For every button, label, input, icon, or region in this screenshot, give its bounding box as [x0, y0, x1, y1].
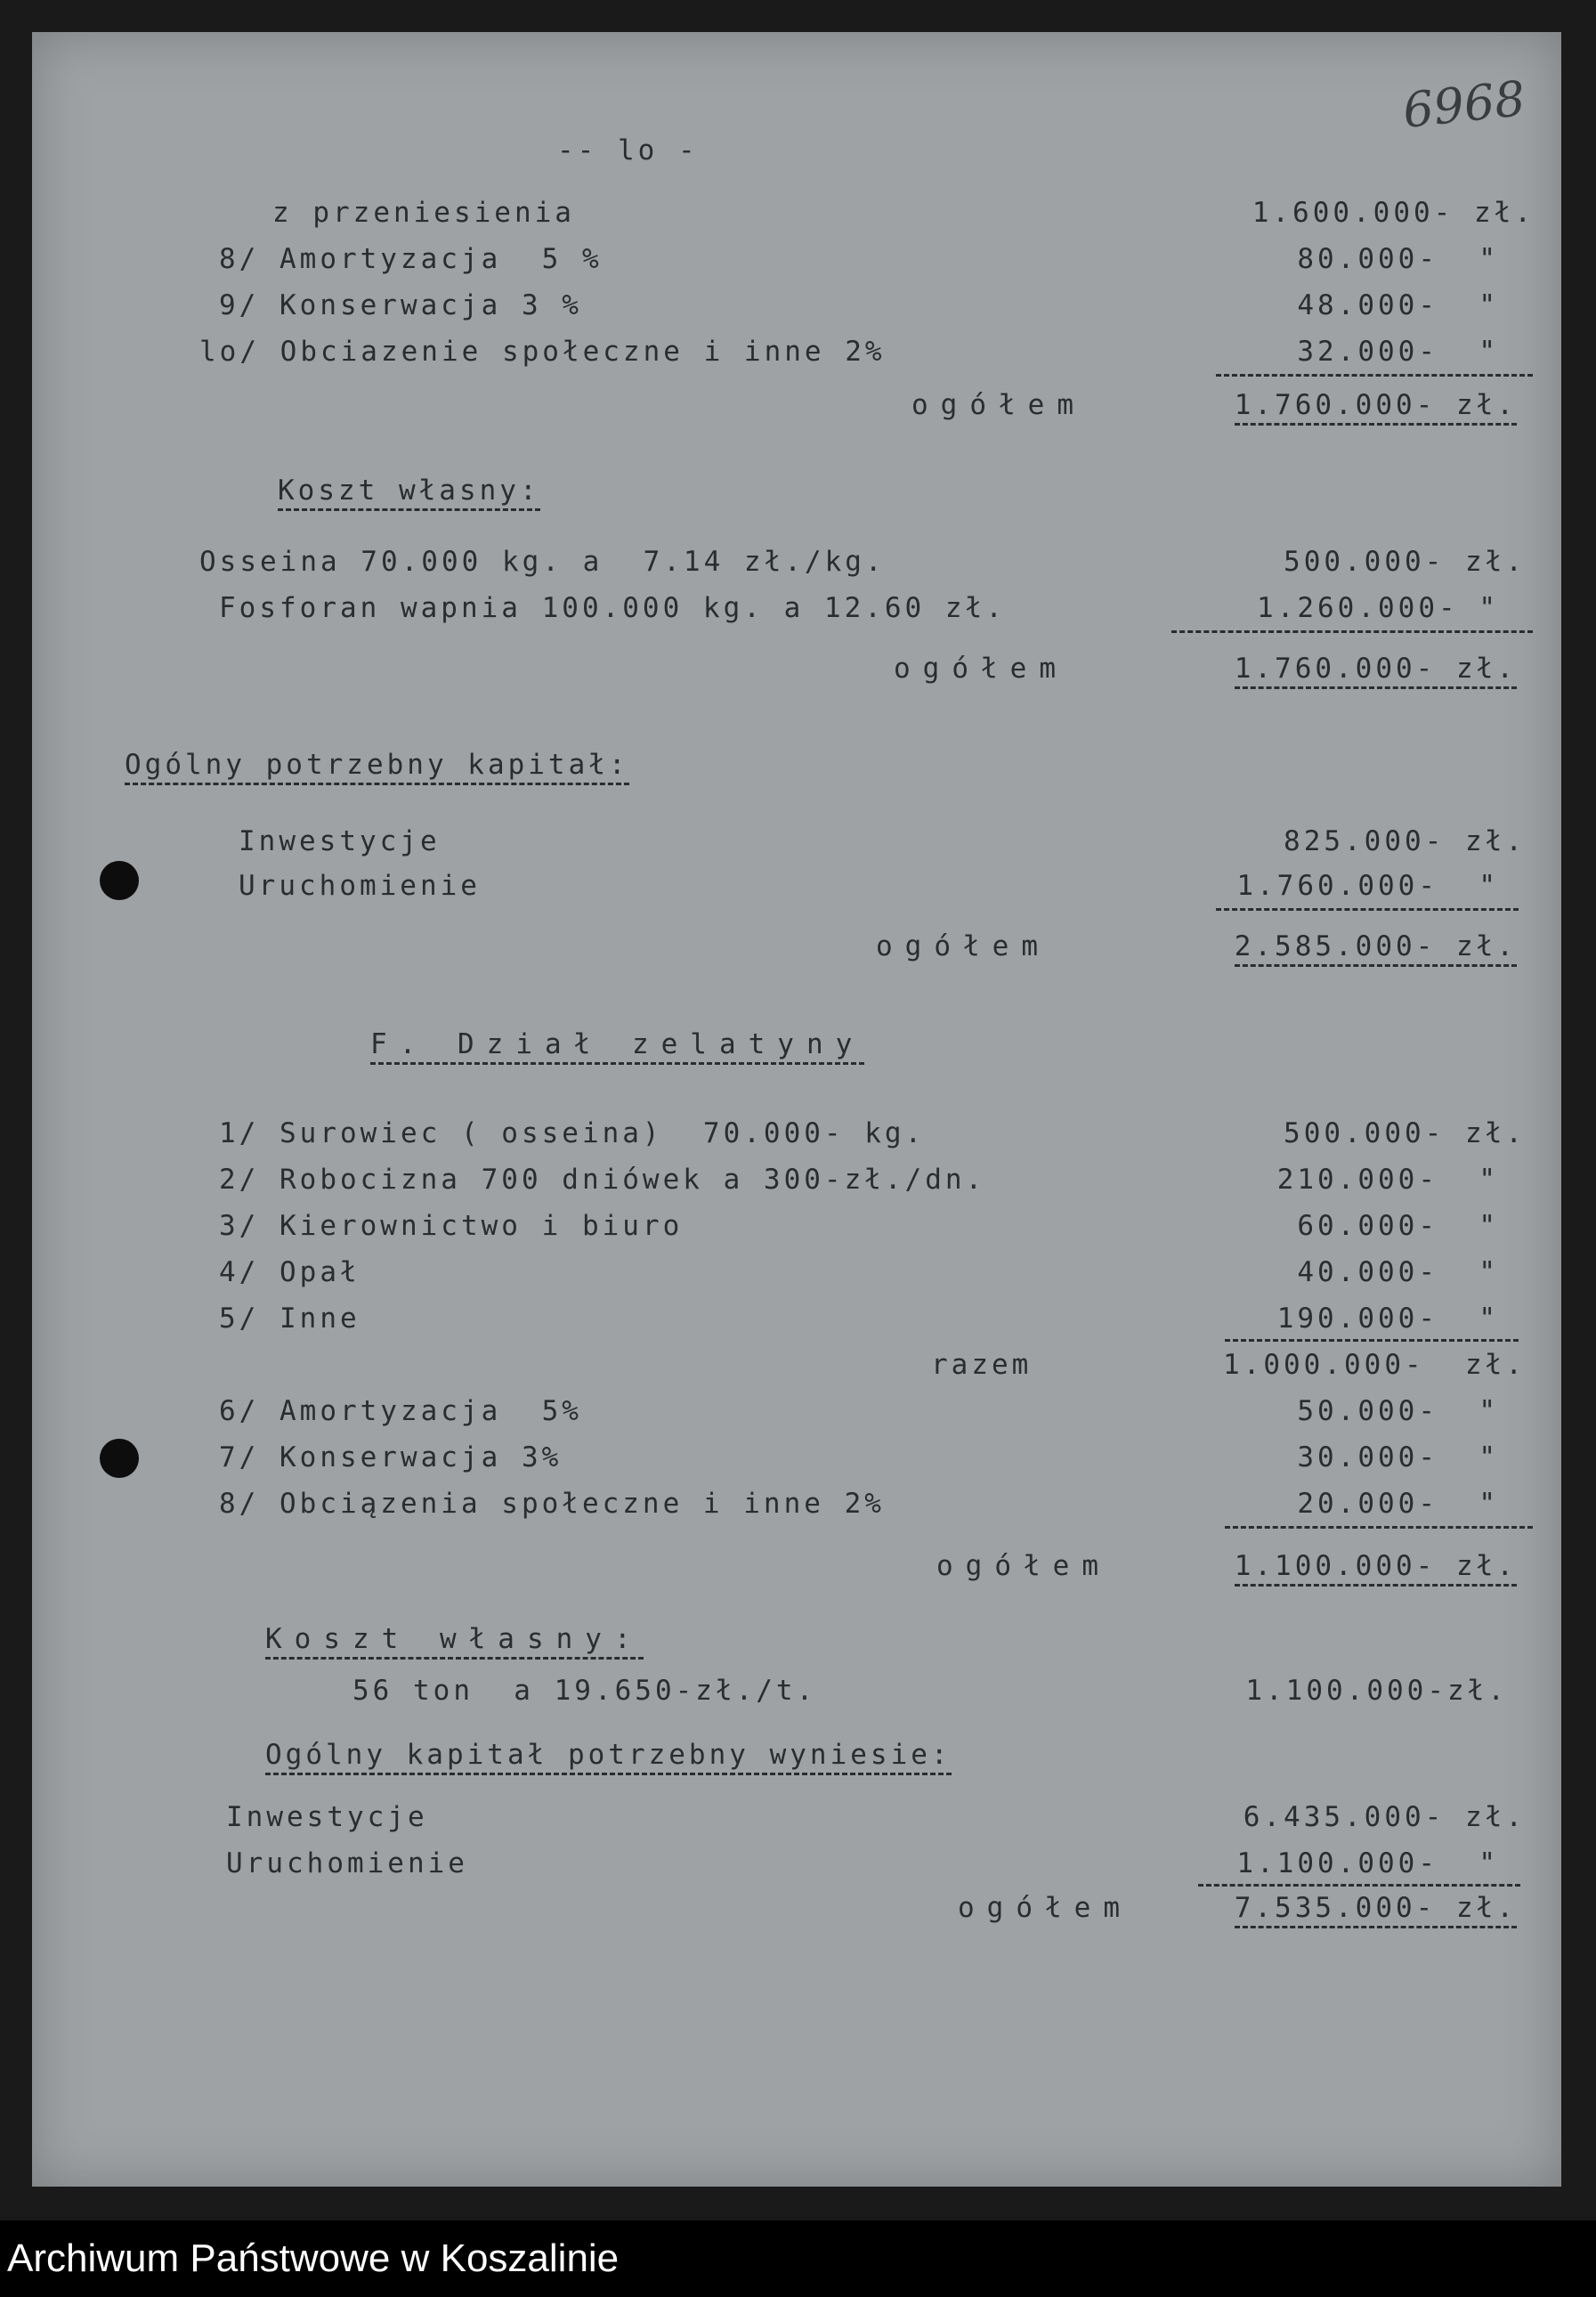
f-item-value: 190.000- " — [1276, 1303, 1499, 1335]
total-e-label: ogółem — [958, 1892, 1132, 1924]
koszt-item-value: 500.000- zł. — [1284, 546, 1526, 578]
archive-name: Archiwum Państwowe w Koszalinie — [7, 2236, 620, 2280]
koszt-item-label: Osseina 70.000 kg. a 7.14 zł./kg. — [199, 546, 886, 578]
item-a-label: 9/ Konserwacja 3 % — [219, 289, 582, 321]
f-item-label: 5/ Inne — [219, 1303, 361, 1335]
total-a-label: ogółem — [911, 389, 1086, 421]
f-item-value: 60.000- " — [1297, 1210, 1499, 1242]
koszt-item-value: 1.260.000- " — [1257, 592, 1499, 624]
f-item-label: 3/ Kierownictwo i biuro — [219, 1210, 684, 1242]
archive-footer — [0, 2220, 1596, 2297]
f-item-label: 2/ Robocizna 700 dniówek a 300-zł./dn. — [219, 1164, 986, 1196]
section-f-heading: F. Dział zelatyny — [370, 1031, 864, 1065]
sum-rule — [1225, 1526, 1533, 1529]
sum-rule — [1216, 374, 1533, 377]
sum-rule — [1171, 630, 1533, 633]
capital-item-value: 825.000- zł. — [1284, 825, 1526, 857]
f-item2-label: 7/ Konserwacja 3% — [219, 1441, 563, 1473]
koszt-item-label: Fosforan wapnia 100.000 kg. a 12.60 zł. — [219, 592, 1006, 624]
f-item-label: 1/ Surowiec ( osseina) 70.000- kg. — [219, 1117, 926, 1149]
f-item-label: 4/ Opał — [219, 1256, 361, 1288]
f-item2-label: 8/ Obciązenia społeczne i inne 2% — [219, 1488, 885, 1520]
sum-rule — [1216, 908, 1519, 911]
binder-hole — [100, 861, 139, 900]
total-c-label: ogółem — [876, 930, 1050, 962]
capital-heading: Ogólny potrzebny kapitał: — [125, 751, 629, 785]
capital2-heading: Ogólny kapitał potrzebny wyniesie: — [265, 1741, 952, 1775]
f-item2-label: 6/ Amortyzacja 5% — [219, 1395, 582, 1427]
sum-rule — [1225, 1339, 1519, 1342]
total-b-label: ogółem — [894, 653, 1068, 685]
capital-item-label: Inwestycje — [239, 825, 441, 857]
f-item2-value: 50.000- " — [1297, 1395, 1499, 1427]
f-item2-value: 20.000- " — [1297, 1488, 1499, 1520]
item-a-value: 48.000- " — [1297, 289, 1499, 321]
capital2-item-label: Inwestycje — [226, 1801, 428, 1833]
total-e-value: 7.535.000- zł. — [1235, 1895, 1517, 1928]
capital2-item-label: Uruchomienie — [226, 1847, 468, 1879]
carry-over-label: z przeniesienia — [272, 197, 575, 229]
f-item2-value: 30.000- " — [1297, 1441, 1499, 1473]
capital-item-value: 1.760.000- " — [1236, 870, 1499, 902]
item-a-value: 32.000- " — [1297, 336, 1499, 368]
total-c-value: 2.585.000- zł. — [1235, 933, 1517, 967]
koszt2-heading: Koszt własny: — [265, 1626, 644, 1660]
koszt2-line-value: 1.100.000-zł. — [1245, 1675, 1508, 1707]
page-header: -- lo - — [557, 134, 699, 166]
f-item-value: 40.000- " — [1297, 1256, 1499, 1288]
item-a-label: lo/ Obciazenie społeczne i inne 2% — [199, 336, 886, 368]
total-b-value: 1.760.000- zł. — [1235, 655, 1517, 689]
capital2-item-value: 6.435.000- zł. — [1243, 1801, 1526, 1833]
sum-rule — [1198, 1884, 1520, 1887]
carry-over-value: 1.600.000- zł. — [1252, 197, 1535, 229]
f-item-value: 500.000- zł. — [1284, 1117, 1526, 1149]
f-item-value: 210.000- " — [1276, 1164, 1499, 1196]
total-d-value: 1.100.000- zł. — [1235, 1553, 1517, 1587]
koszt2-line-label: 56 ton a 19.650-zł./t. — [352, 1675, 817, 1707]
binder-hole — [100, 1439, 139, 1478]
capital2-item-value: 1.100.000- " — [1236, 1847, 1499, 1879]
item-a-value: 80.000- " — [1297, 243, 1499, 275]
document-page — [32, 32, 1561, 2187]
item-a-label: 8/ Amortyzacja 5 % — [219, 243, 603, 275]
folio-number: 6968 — [1400, 69, 1528, 140]
razem-label: razem — [931, 1349, 1033, 1381]
razem-value: 1.000.000- zł. — [1223, 1349, 1526, 1381]
koszt-heading: Koszt własny: — [278, 477, 540, 511]
total-d-label: ogółem — [936, 1550, 1111, 1582]
total-a-value: 1.760.000- zł. — [1235, 392, 1517, 426]
capital-item-label: Uruchomienie — [239, 870, 481, 902]
